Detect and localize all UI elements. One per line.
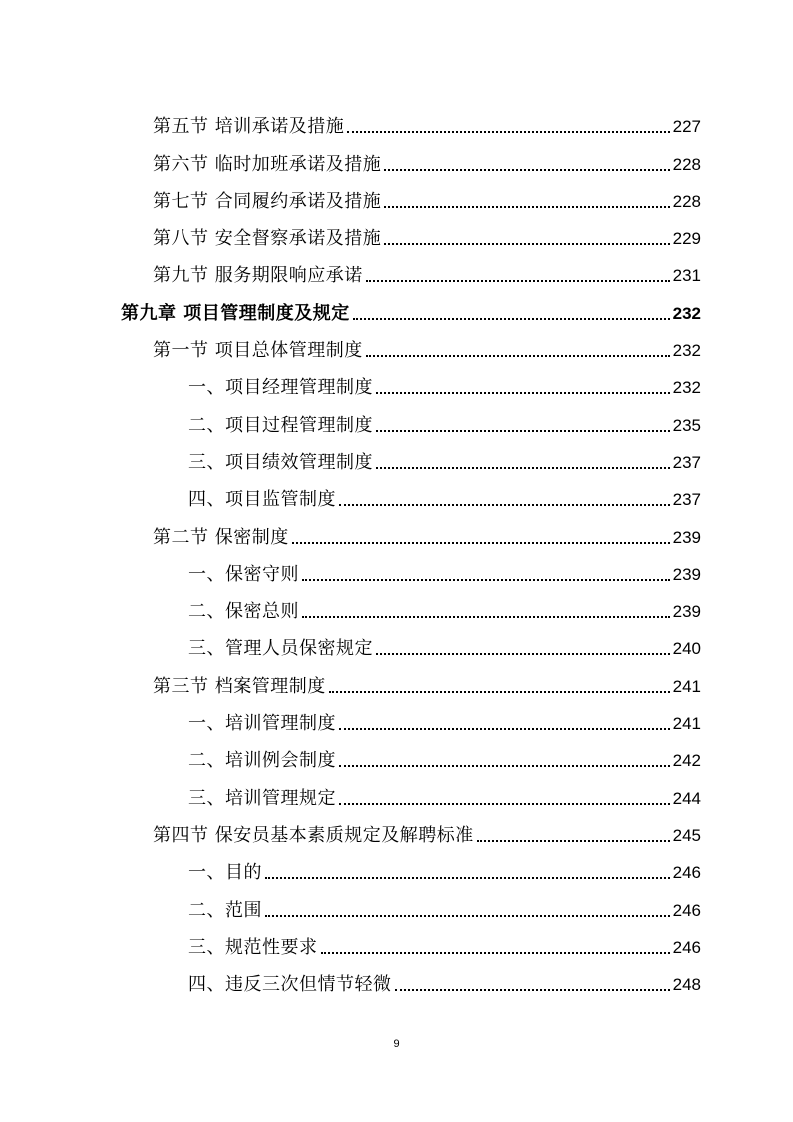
toc-entry-page: 231 <box>672 266 701 286</box>
toc-entry-page: 240 <box>672 639 701 659</box>
toc-entry-title: 二、培训例会制度 <box>188 750 336 772</box>
toc-entry-title: 四、项目监管制度 <box>188 489 336 511</box>
toc-entry-title: 第六节 临时加班承诺及措施 <box>153 153 382 175</box>
toc-entry-page: 228 <box>672 154 701 174</box>
dot-leader <box>384 206 669 208</box>
dot-leader <box>339 765 670 767</box>
toc-entry[interactable] <box>0 735 793 772</box>
toc-entry-page: 246 <box>672 937 701 957</box>
dot-leader <box>395 989 670 991</box>
toc-entry[interactable] <box>0 660 793 697</box>
toc-entry-page: 227 <box>672 117 701 137</box>
toc-entry[interactable] <box>0 549 793 586</box>
toc-entry[interactable] <box>0 138 793 175</box>
toc-entry[interactable] <box>0 101 793 138</box>
toc-entry-page: 241 <box>672 714 701 734</box>
dot-leader <box>376 430 670 432</box>
toc-entry-page: 246 <box>672 900 701 920</box>
toc-entry[interactable] <box>0 362 793 399</box>
dot-leader <box>477 840 670 842</box>
table-of-contents <box>0 101 793 996</box>
toc-entry-title: 第二节 保密制度 <box>153 526 289 548</box>
toc-entry-title: 第一节 项目总体管理制度 <box>153 340 363 362</box>
toc-entry-title: 二、项目过程管理制度 <box>188 414 373 436</box>
toc-entry-title: 第四节 保安员基本素质规定及解聘标准 <box>153 824 474 846</box>
toc-entry-page: 246 <box>672 863 701 883</box>
toc-entry-title: 第九节 服务期限响应承诺 <box>153 265 363 287</box>
toc-entry-title: 三、规范性要求 <box>188 936 318 958</box>
dot-leader <box>366 355 670 357</box>
toc-entry[interactable] <box>0 325 793 362</box>
toc-entry[interactable] <box>0 922 793 959</box>
toc-entry-title: 二、保密总则 <box>188 601 299 623</box>
toc-entry-page: 244 <box>672 788 701 808</box>
toc-entry-title: 一、项目经理管理制度 <box>188 377 373 399</box>
dot-leader <box>376 392 670 394</box>
toc-entry[interactable] <box>0 772 793 809</box>
dot-leader <box>265 877 670 879</box>
toc-entry[interactable] <box>0 250 793 287</box>
dot-leader <box>339 803 670 805</box>
dot-leader <box>265 915 670 917</box>
toc-entry[interactable] <box>0 287 793 324</box>
toc-entry-page: 237 <box>672 490 701 510</box>
toc-entry-title: 四、违反三次但情节轻微 <box>188 974 392 996</box>
dot-leader <box>302 579 670 581</box>
toc-entry[interactable] <box>0 437 793 474</box>
dot-leader <box>376 467 670 469</box>
toc-entry-page: 232 <box>672 303 701 323</box>
dot-leader <box>302 616 670 618</box>
toc-entry-title: 第三节 档案管理制度 <box>153 675 326 697</box>
toc-entry-title: 一、保密守则 <box>188 563 299 585</box>
toc-entry-title: 第五节 培训承诺及措施 <box>153 116 345 138</box>
toc-entry[interactable] <box>0 399 793 436</box>
dot-leader <box>347 131 669 133</box>
toc-entry-title: 三、培训管理规定 <box>188 787 336 809</box>
toc-entry[interactable] <box>0 884 793 921</box>
dot-leader <box>339 728 670 730</box>
toc-entry-page: 239 <box>672 527 701 547</box>
toc-entry-page: 232 <box>672 341 701 361</box>
toc-entry-page: 241 <box>672 676 701 696</box>
toc-entry-title: 三、项目绩效管理制度 <box>188 451 373 473</box>
dot-leader <box>366 280 670 282</box>
toc-entry-title: 第八节 安全督察承诺及措施 <box>153 228 382 250</box>
page-number: 9 <box>393 1038 400 1050</box>
dot-leader <box>329 691 670 693</box>
dot-leader <box>292 542 670 544</box>
toc-entry[interactable] <box>0 511 793 548</box>
toc-entry[interactable] <box>0 959 793 996</box>
dot-leader <box>376 653 670 655</box>
toc-entry[interactable] <box>0 176 793 213</box>
dot-leader <box>353 318 670 320</box>
toc-entry[interactable] <box>0 810 793 847</box>
toc-entry-title: 一、目的 <box>188 862 262 884</box>
toc-entry-title: 三、管理人员保密规定 <box>188 638 373 660</box>
toc-entry[interactable] <box>0 586 793 623</box>
toc-entry-title: 第七节 合同履约承诺及措施 <box>153 190 382 212</box>
toc-entry-page: 229 <box>672 229 701 249</box>
toc-entry[interactable] <box>0 847 793 884</box>
dot-leader <box>384 243 669 245</box>
toc-entry[interactable] <box>0 698 793 735</box>
toc-entry[interactable] <box>0 474 793 511</box>
dot-leader <box>339 504 670 506</box>
toc-entry[interactable] <box>0 213 793 250</box>
toc-entry-page: 237 <box>672 452 701 472</box>
toc-entry-page: 232 <box>672 378 701 398</box>
toc-entry-page: 242 <box>672 751 701 771</box>
toc-entry-page: 228 <box>672 191 701 211</box>
toc-entry-title: 二、范围 <box>188 899 262 921</box>
toc-entry-page: 235 <box>672 415 701 435</box>
toc-entry-page: 239 <box>672 602 701 622</box>
toc-entry-title: 一、培训管理制度 <box>188 713 336 735</box>
toc-entry-title: 第九章 项目管理制度及规定 <box>121 302 350 324</box>
toc-entry-page: 239 <box>672 564 701 584</box>
toc-entry[interactable] <box>0 623 793 660</box>
dot-leader <box>384 169 669 171</box>
dot-leader <box>321 952 670 954</box>
toc-entry-page: 248 <box>672 975 701 995</box>
toc-entry-page: 245 <box>672 825 701 845</box>
